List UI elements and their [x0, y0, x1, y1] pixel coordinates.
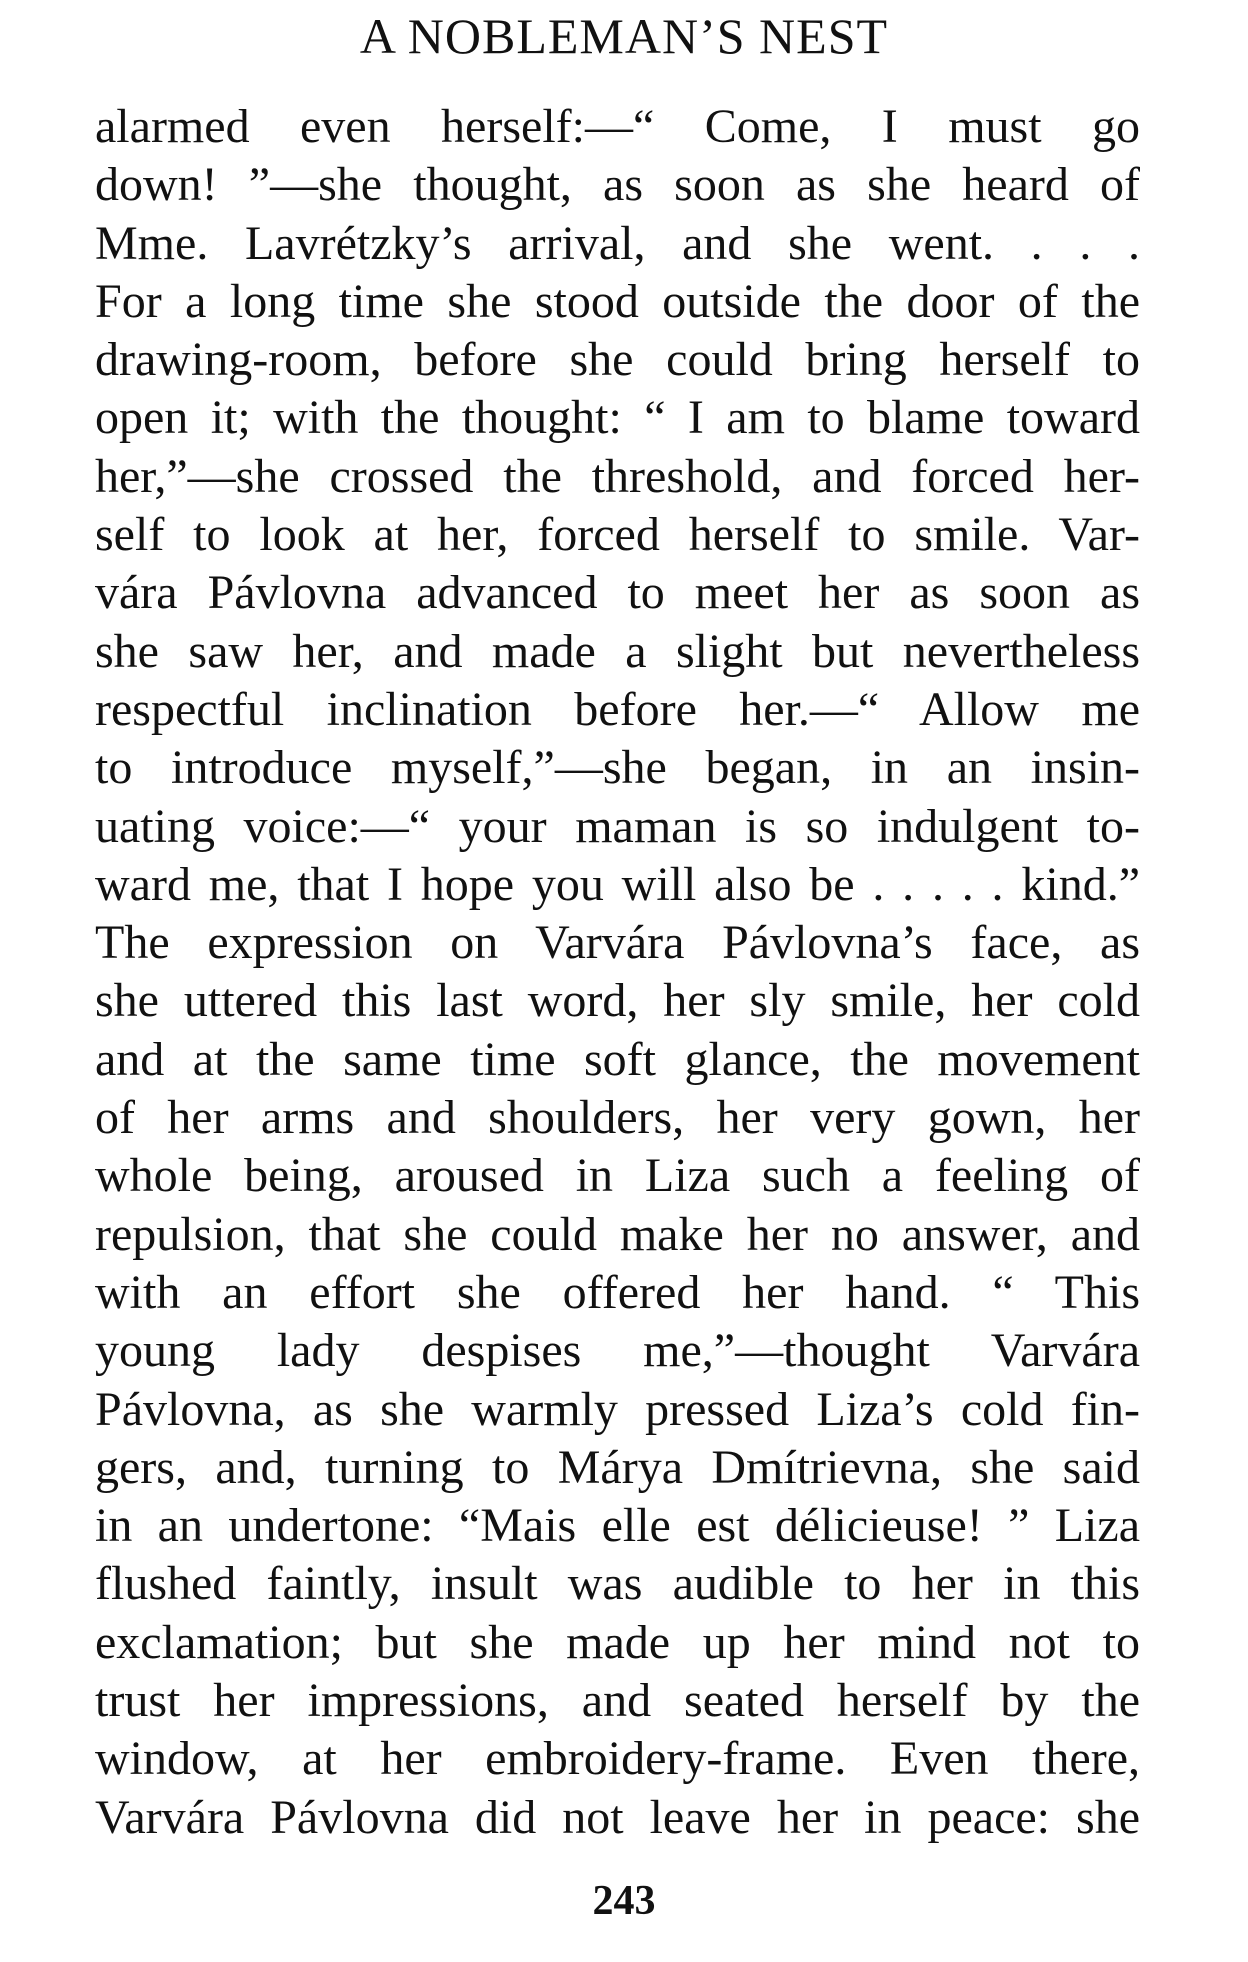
text-line: gers, and, turning to Márya Dmítrievna, she said: [95, 1440, 1140, 1494]
text-line: her,”—she crossed the threshold, and forced her-: [95, 449, 1140, 503]
text-line: ward me, that I hope you will also be . . . . . kind.”: [95, 857, 1140, 911]
text-line: down! ”—she thought, as soon as she heard of: [95, 158, 1140, 212]
text-line: drawing-room, before she could bring herself to: [95, 333, 1140, 387]
text-line: and at the same time soft glance, the movement: [95, 1032, 1140, 1086]
text-line: young lady despises me,”—thought Varvára: [95, 1324, 1140, 1378]
text-line: flushed faintly, insult was audible to her in this: [95, 1557, 1140, 1611]
text-line: whole being, aroused in Liza such a feeling of: [95, 1149, 1140, 1203]
text-line: self to look at her, forced herself to smile. Var-: [95, 508, 1140, 562]
page-number: 243: [592, 1878, 656, 1924]
text-line: she uttered this last word, her sly smile, her cold: [95, 974, 1140, 1028]
text-line: Pávlovna, as she warmly pressed Liza’s cold fin-: [95, 1382, 1140, 1436]
text-line: Mme. Lavrétzky’s arrival, and she went. . . .: [95, 216, 1140, 270]
text-line: in an undertone: “Mais elle est délicieuse! ” Liza: [95, 1499, 1140, 1553]
text-line: repulsion, that she could make her no answer, and: [95, 1207, 1140, 1261]
text-line: with an effort she offered her hand. “ This: [95, 1265, 1140, 1319]
text-line: to introduce myself,”—she began, in an insin-: [95, 741, 1140, 795]
text-line: alarmed even herself:—“ Come, I must go: [95, 100, 1140, 153]
text-line: trust her impressions, and seated herself by the: [95, 1674, 1140, 1728]
text-line: exclamation; but she made up her mind not to: [95, 1615, 1140, 1669]
text-line: of her arms and shoulders, her very gown, her: [95, 1091, 1140, 1145]
running-head: A NOBLEMAN’S NEST: [359, 8, 889, 64]
text-line: For a long time she stood outside the door of the: [95, 274, 1140, 328]
text-line: uating voice:—“ your maman is so indulgent to-: [95, 799, 1140, 853]
text-line: respectful inclination before her.—“ Allow me: [95, 682, 1140, 736]
text-line: she saw her, and made a slight but nevertheless: [95, 624, 1140, 678]
text-line: The expression on Varvára Pávlovna’s face, as: [95, 916, 1140, 970]
text-line: Varvára Pávlovna did not leave her in peace: she: [95, 1790, 1140, 1844]
text-line: vára Pávlovna advanced to meet her as soon as: [95, 566, 1140, 620]
body-text: [95, 98, 1140, 1847]
text-line: window, at her embroidery-frame. Even there,: [95, 1732, 1140, 1786]
text-line: open it; with the thought: “ I am to blame toward: [95, 391, 1140, 445]
